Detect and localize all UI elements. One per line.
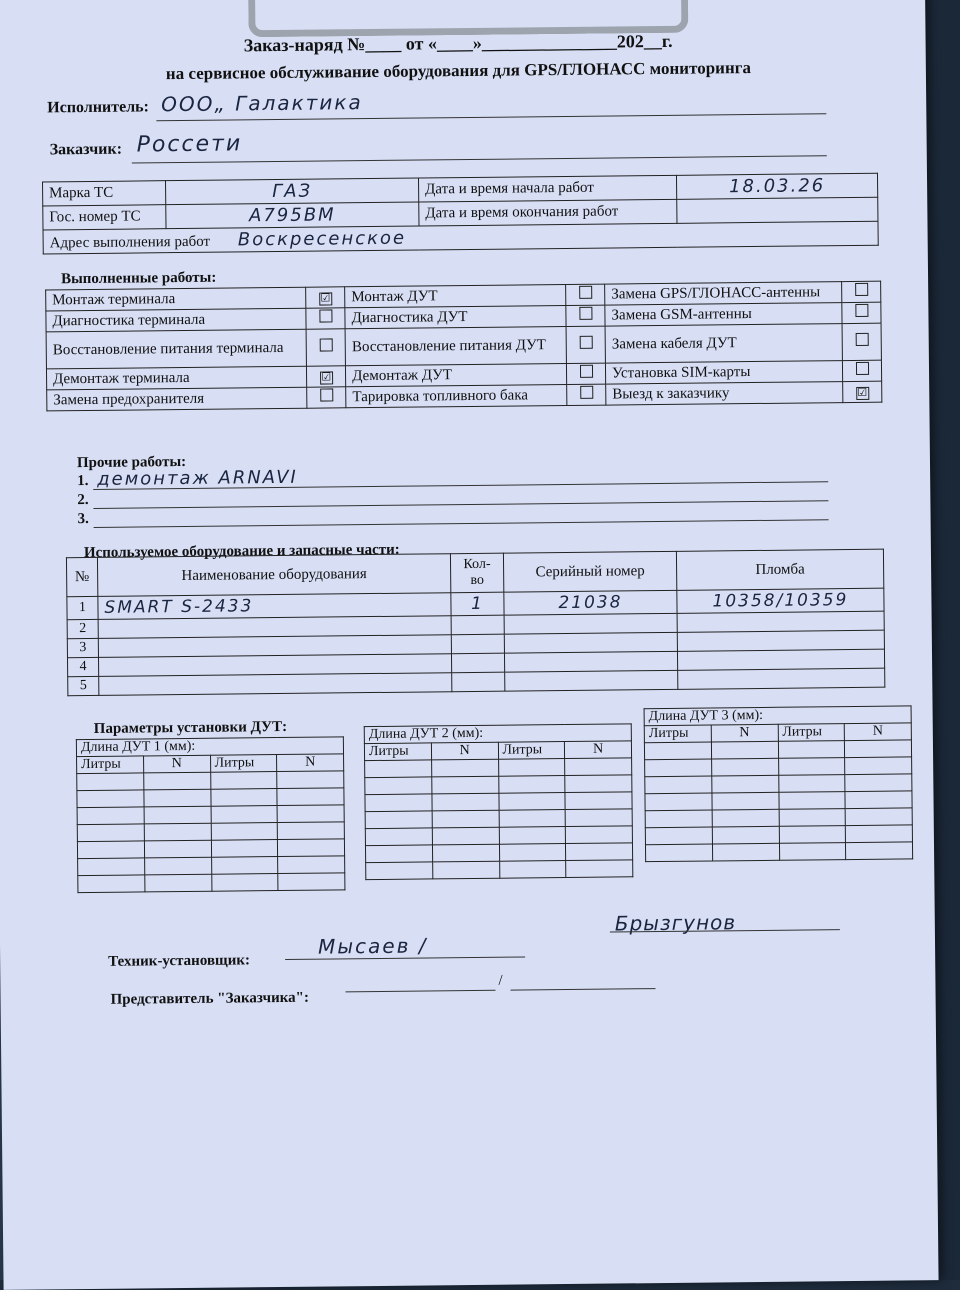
customer-label: Заказчик:	[49, 140, 123, 159]
dut-cell	[565, 792, 632, 810]
work-checkbox[interactable]	[579, 286, 592, 299]
equipment-serial	[504, 651, 677, 672]
address-value: Воскресенское	[237, 227, 407, 251]
work-checkbox-cell	[566, 284, 605, 305]
equipment-qty	[451, 634, 504, 654]
equipment-num: 4	[67, 657, 98, 676]
dut-cell	[779, 809, 846, 827]
dut-table-1	[76, 736, 346, 893]
dut-cell	[645, 776, 712, 794]
eq-header-num: №	[66, 557, 97, 596]
work-label: Выезд к заказчику	[606, 382, 843, 405]
dut-cell	[712, 843, 779, 861]
work-checkbox[interactable]	[579, 307, 592, 320]
dut-cell	[645, 844, 712, 862]
dut-cell	[845, 757, 912, 775]
address-label: Адрес выполнения работ	[49, 233, 211, 252]
dut-cell	[778, 775, 845, 793]
start-value: 18.03.26	[676, 173, 877, 199]
dut-cell	[712, 826, 779, 844]
equipment-qty	[452, 672, 505, 692]
equipment-qty	[451, 615, 504, 635]
end-value	[677, 197, 878, 223]
eq-header-seal: Пломба	[676, 549, 883, 590]
document-title: Заказ-наряд №____ от «____»_______________202__г.	[243, 30, 673, 56]
equipment-seal: 10358/10359	[677, 588, 884, 613]
eq-header-serial: Серийный номер	[503, 551, 676, 592]
vehicle-table	[42, 173, 879, 255]
executor-value: ООО„ Галактика	[161, 90, 363, 117]
customer-value: Россети	[136, 131, 243, 158]
dut-cell	[498, 793, 565, 811]
dut-cell	[144, 823, 211, 841]
work-checkbox-cell	[566, 326, 605, 363]
tech-label: Техник-установщик:	[108, 952, 251, 970]
work-label: Установка SIM-карты	[606, 361, 843, 384]
dut-cell	[498, 776, 565, 794]
dut-cell	[365, 811, 432, 829]
equipment-num: 2	[67, 619, 98, 638]
dut-cell	[77, 773, 144, 791]
dut-cell	[565, 809, 632, 827]
work-checkbox-cell	[567, 384, 606, 405]
equipment-serial	[504, 632, 677, 653]
dut-cell	[277, 788, 344, 806]
work-checkbox[interactable]	[855, 333, 868, 346]
dut-cell	[845, 774, 912, 792]
equipment-serial	[505, 670, 678, 691]
dut-cell	[144, 806, 211, 824]
work-label: Замена GSM-антенны	[605, 303, 842, 326]
dut-cell	[645, 793, 712, 811]
tech-extra-signature: Брызгунов	[614, 910, 737, 936]
dut-cell	[277, 771, 344, 789]
dut-col-header: N	[143, 755, 210, 773]
work-checkbox[interactable]	[580, 365, 593, 378]
work-checkbox[interactable]	[319, 338, 332, 351]
other-work-line	[93, 500, 828, 509]
dut-col-header: Литры	[644, 725, 711, 743]
work-label: Демонтаж терминала	[46, 366, 306, 390]
dut-cell	[711, 758, 778, 776]
dut-cell	[566, 826, 633, 844]
dut-cell	[432, 776, 499, 794]
work-checkbox-cell	[842, 360, 881, 381]
work-label: Тарировка топливного бака	[346, 384, 567, 407]
work-checkbox-cell	[307, 387, 346, 408]
dut-cell	[644, 742, 711, 760]
dut-cell	[366, 862, 433, 880]
dut-cell	[499, 844, 566, 862]
dut-cell	[846, 825, 913, 843]
dut-col-header: N	[565, 741, 632, 759]
dut-cell	[144, 857, 211, 875]
dut-cell	[143, 772, 210, 790]
dut-cell	[779, 843, 846, 861]
equipment-num: 5	[68, 676, 99, 695]
work-label: Замена кабеля ДУТ	[605, 324, 842, 363]
work-checkbox-cell	[307, 366, 346, 387]
dut-cell	[712, 775, 779, 793]
equipment-seal	[677, 630, 884, 651]
dut-length-label: Длина ДУТ 1 (мм):	[76, 737, 343, 757]
dut-cell	[211, 840, 278, 858]
brand-label: Марка ТС	[43, 181, 166, 206]
equipment-name	[99, 673, 452, 696]
dut-cell	[210, 789, 277, 807]
work-label: Восстановление питания ДУТ	[345, 326, 566, 365]
dut-cell	[365, 845, 432, 863]
dut-cell	[78, 875, 145, 893]
dut-cell	[498, 759, 565, 777]
dut-cell	[144, 789, 211, 807]
equipment-seal	[678, 668, 885, 689]
work-checkbox-cell	[306, 287, 345, 308]
dut-col-header: N	[711, 724, 778, 742]
work-checkbox[interactable]	[319, 309, 332, 322]
equipment-name: SMART S-2433	[98, 593, 451, 620]
work-label: Монтаж терминала	[46, 287, 306, 311]
rep-separator: /	[498, 972, 503, 989]
dut-cell	[278, 856, 345, 874]
dut-cell	[77, 807, 144, 825]
dut-cell	[431, 759, 498, 777]
other-work-line	[94, 519, 829, 528]
work-checkbox[interactable]: ☑	[857, 386, 868, 399]
dut-cell	[645, 759, 712, 777]
dut-cell	[365, 794, 432, 812]
dut-cell	[712, 792, 779, 810]
work-checkbox[interactable]	[320, 388, 333, 401]
work-checkbox-cell	[567, 363, 606, 384]
dut-cell	[846, 842, 913, 860]
dut-cell	[145, 874, 212, 892]
dut-cell	[432, 861, 499, 879]
work-label: Демонтаж ДУТ	[346, 363, 567, 386]
work-checkbox[interactable]: ☑	[320, 291, 331, 305]
dut-cell	[499, 810, 566, 828]
dut-col-header: Литры	[498, 742, 565, 760]
tech-signature: Мысаев /	[317, 933, 428, 959]
work-checkbox[interactable]	[855, 304, 868, 317]
dut-cell	[778, 741, 845, 759]
dut-cell	[77, 841, 144, 859]
work-checkbox[interactable]: ☑	[321, 370, 332, 384]
dut-col-header: N	[277, 754, 344, 772]
dut-cell	[78, 858, 145, 876]
dut-cell	[712, 809, 779, 827]
dut-col-header: Литры	[778, 724, 845, 742]
dut-cell	[278, 839, 345, 857]
dut-col-header: N	[431, 742, 498, 760]
dut-cell	[645, 810, 712, 828]
equipment-title: Используемое оборудование и запасные части:	[83, 541, 400, 562]
dut-cell	[499, 827, 566, 845]
dut-table-3	[644, 705, 914, 862]
dut-cell	[566, 843, 633, 861]
rep-line-1	[346, 990, 496, 993]
work-checkbox[interactable]	[855, 283, 868, 296]
dut-cell	[565, 775, 632, 793]
other-works-title: Прочие работы:	[76, 453, 187, 472]
dut-cell	[779, 826, 846, 844]
dut-cell	[845, 791, 912, 809]
rep-line-2	[510, 988, 655, 991]
dut-cell	[278, 873, 345, 891]
dut-length-label: Длина ДУТ 3 (мм):	[644, 706, 911, 726]
dut-col-header: N	[844, 723, 911, 741]
dut-cell	[211, 874, 278, 892]
dut-col-header: Литры	[77, 756, 144, 774]
plate-label: Гос. номер ТС	[43, 205, 166, 230]
dut-cell	[277, 805, 344, 823]
other-work-number: 3.	[77, 510, 89, 528]
dut-cell	[845, 808, 912, 826]
dut-cell	[365, 760, 432, 778]
other-work-number: 2.	[77, 491, 89, 509]
work-label: Восстановление питания терминала	[46, 329, 307, 369]
dut-cell	[778, 792, 845, 810]
work-checkbox-cell	[842, 323, 881, 360]
work-label: Замена предохранителя	[47, 387, 307, 411]
dut-cell	[432, 793, 499, 811]
dut-cell	[365, 828, 432, 846]
work-checkbox-cell	[842, 281, 881, 302]
dut-table-2	[364, 723, 634, 880]
equipment-seal	[677, 611, 884, 632]
dut-cell	[210, 772, 277, 790]
dut-cell	[144, 840, 211, 858]
works-title: Выполненные работы:	[60, 269, 217, 288]
dut-cell	[565, 758, 632, 776]
work-label: Замена GPS/ГЛОНАСС-антенны	[605, 282, 842, 305]
works-table	[45, 281, 882, 412]
other-work-number: 1.	[77, 472, 89, 490]
executor-label: Исполнитель:	[47, 98, 150, 117]
work-checkbox-cell	[306, 308, 345, 329]
dut-cell	[277, 822, 344, 840]
end-label: Дата и время окончания работ	[419, 199, 677, 226]
dut-cell	[845, 740, 912, 758]
eq-header-qty: Кол-во	[450, 553, 503, 593]
dut-col-header: Литры	[210, 755, 277, 773]
equipment-table	[66, 549, 885, 697]
dut-col-header: Литры	[364, 743, 431, 761]
dut-length-label: Длина ДУТ 2 (мм):	[364, 724, 631, 744]
dut-cell	[432, 844, 499, 862]
work-checkbox-cell	[843, 381, 882, 402]
work-checkbox-cell	[306, 329, 345, 366]
equipment-qty: 1	[451, 592, 504, 616]
plate-value: А795ВМ	[166, 202, 419, 229]
dut-cell	[432, 827, 499, 845]
dut-row	[366, 860, 633, 880]
dut-cell	[77, 824, 144, 842]
dut-cell	[211, 823, 278, 841]
dut-cell	[211, 857, 278, 875]
equipment-serial	[504, 613, 677, 634]
work-checkbox-cell	[842, 302, 881, 323]
customer-line	[132, 155, 827, 163]
work-label: Диагностика терминала	[46, 308, 306, 332]
work-checkbox[interactable]	[855, 362, 868, 375]
dut-cell	[365, 777, 432, 795]
dut-cell	[211, 806, 278, 824]
work-checkbox[interactable]	[580, 386, 593, 399]
document-subtitle: на сервисное обслуживание оборудования для GPS/ГЛОНАСС мониторинга	[165, 58, 752, 84]
work-checkbox[interactable]	[579, 336, 592, 349]
dut-cell	[566, 860, 633, 878]
equipment-num: 1	[67, 596, 98, 619]
dut-cell	[432, 810, 499, 828]
dut-cell	[77, 790, 144, 808]
equipment-serial: 21038	[504, 590, 677, 615]
dut-params-title: Параметры установки ДУТ:	[93, 718, 288, 737]
dut-row	[78, 873, 345, 893]
equipment-num: 3	[67, 638, 98, 657]
equipment-qty	[451, 653, 504, 673]
dut-cell	[499, 861, 566, 879]
eq-header-name: Наименование оборудования	[97, 554, 450, 597]
work-label: Диагностика ДУТ	[345, 305, 566, 328]
work-checkbox-cell	[566, 305, 605, 326]
dut-cell	[711, 741, 778, 759]
work-label: Монтаж ДУТ	[345, 284, 566, 307]
equipment-seal	[677, 649, 884, 670]
start-label: Дата и время начала работ	[418, 175, 676, 202]
dut-cell	[645, 827, 712, 845]
dut-row	[645, 842, 912, 862]
other-work-text: демонтаж ARNAVI	[97, 466, 298, 490]
brand-value: ГАЗ	[166, 178, 419, 205]
rep-label: Представитель "Заказчика":	[110, 989, 310, 1008]
dut-cell	[778, 758, 845, 776]
